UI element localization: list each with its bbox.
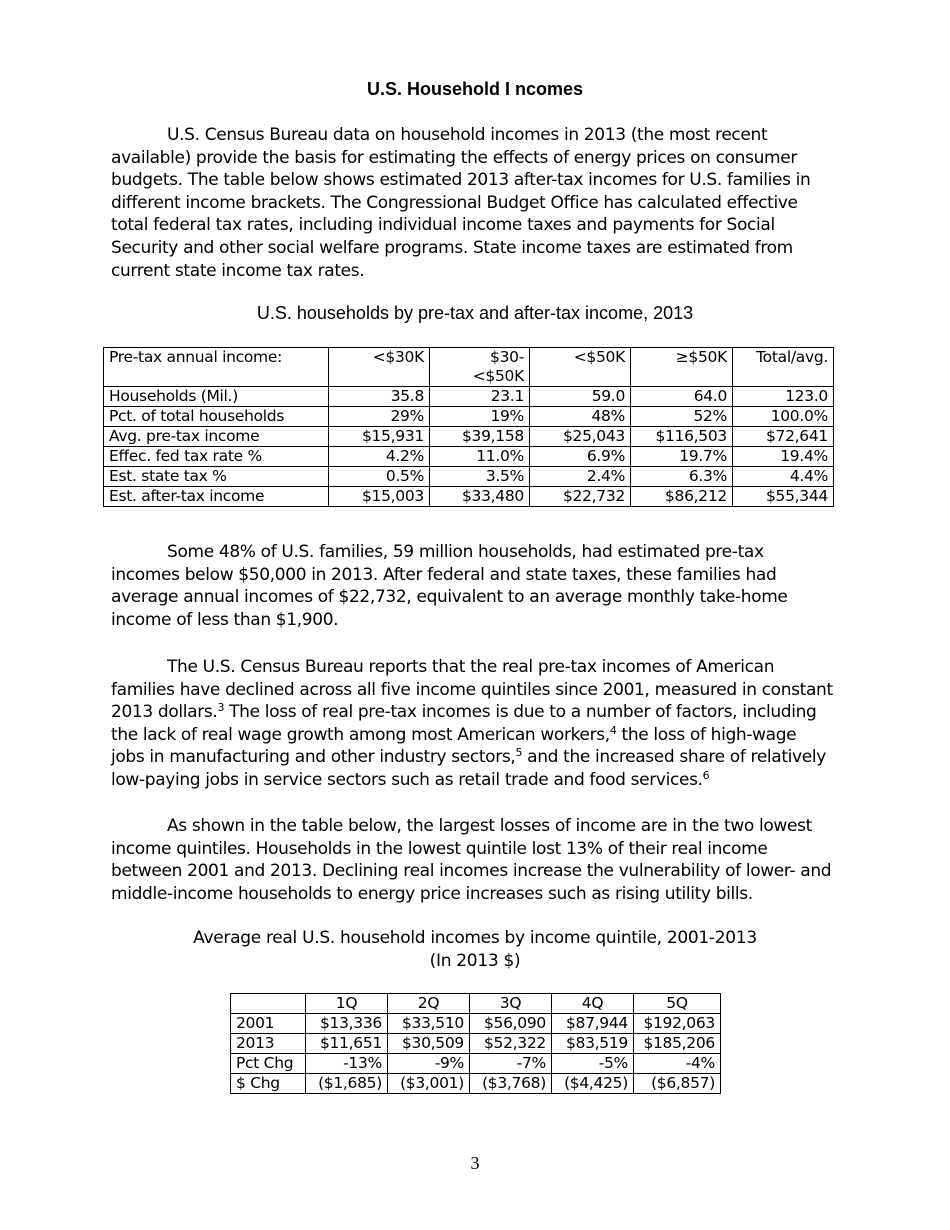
header-cell: Pre-tax annual income: — [104, 348, 329, 387]
table-cell: $192,063 — [634, 1014, 721, 1034]
table-cell: $56,090 — [470, 1014, 552, 1034]
paragraph-census — [111, 656, 846, 792]
table-row — [104, 387, 834, 407]
row-label: Effec. fed tax rate % — [104, 447, 329, 467]
text-run: and the increased share of relatively — [522, 747, 826, 768]
table-cell: 35.8 — [329, 387, 430, 407]
table-row — [104, 427, 834, 447]
table-cell: 29% — [329, 407, 430, 427]
row-label: Est. state tax % — [104, 467, 329, 487]
table-cell: ($3,001) — [388, 1074, 470, 1094]
paragraph-line: budgets. The table below shows estimated 2013 after-tax incomes for U.S. families in — [111, 170, 811, 191]
paragraph-line: As shown in the table below, the largest losses of income are in the two lowest — [167, 816, 812, 836]
table-row — [231, 1034, 721, 1054]
header-cell — [231, 994, 306, 1014]
table-header-row — [231, 994, 721, 1014]
table-cell: $30,509 — [388, 1034, 470, 1054]
paragraph-households — [111, 541, 846, 631]
caption-line: (In 2013 $) — [429, 951, 521, 971]
row-label: Est. after-tax income — [104, 487, 329, 507]
text-run: jobs in manufacturing and other industry sectors, — [111, 747, 516, 768]
table-cell: 6.9% — [530, 447, 631, 467]
page-number: 3 — [470, 1153, 480, 1173]
header-cell: $30- <$50K — [430, 348, 530, 387]
table-cell: $55,344 — [733, 487, 834, 507]
table-cell: ($1,685) — [306, 1074, 388, 1094]
text-run: 2013 dollars. — [111, 702, 218, 723]
paragraph-line: total federal tax rates, including individual income taxes and payments for Social — [111, 215, 775, 236]
paragraph-quintiles — [111, 815, 846, 905]
table-cell: 4.2% — [329, 447, 430, 467]
table-cell: 2.4% — [530, 467, 631, 487]
paragraph-line: average annual incomes of $22,732, equivalent to an average monthly take-home — [111, 587, 788, 608]
table-cell: -7% — [470, 1054, 552, 1074]
table-cell: 48% — [530, 407, 631, 427]
table-cell: ($3,768) — [470, 1074, 552, 1094]
paragraph-line: Some 48% of U.S. families, 59 million households, had estimated pre-tax — [167, 542, 764, 562]
footnote-ref: 3 — [217, 701, 225, 715]
table-row — [231, 1014, 721, 1034]
table-cell: 64.0 — [631, 387, 733, 407]
table-cell: ($6,857) — [634, 1074, 721, 1094]
table-cell: 123.0 — [733, 387, 834, 407]
income-table — [103, 347, 834, 507]
header-cell: <$30K — [329, 348, 430, 387]
paragraph-line: families have declined across all five income quintiles since 2001, measured in constant — [111, 679, 833, 700]
header-cell: Total/avg. — [733, 348, 834, 387]
table-cell: 11.0% — [430, 447, 530, 467]
footnote-ref: 4 — [609, 723, 617, 737]
paragraph-line — [111, 701, 846, 724]
header-cell: 1Q — [306, 994, 388, 1014]
table-header-row — [104, 348, 834, 387]
table-cell: 100.0% — [733, 407, 834, 427]
table-cell: -4% — [634, 1054, 721, 1074]
table-cell: $116,503 — [631, 427, 733, 447]
table-cell: 3.5% — [430, 467, 530, 487]
table-cell: 19.7% — [631, 447, 733, 467]
table-cell: $15,003 — [329, 487, 430, 507]
table-cell: 52% — [631, 407, 733, 427]
table-cell: 19.4% — [733, 447, 834, 467]
table-cell: $83,519 — [552, 1034, 634, 1054]
table-cell: 23.1 — [430, 387, 530, 407]
table-row — [104, 467, 834, 487]
row-label: Avg. pre-tax income — [104, 427, 329, 447]
table-row — [231, 1074, 721, 1094]
table-cell: -9% — [388, 1054, 470, 1074]
text-run: The loss of real pre-tax incomes is due to a number of factors, including — [224, 702, 817, 723]
row-label: 2001 — [231, 1014, 306, 1034]
header-cell: 3Q — [470, 994, 552, 1014]
table-cell: $72,641 — [733, 427, 834, 447]
paragraph-line: available) provide the basis for estimating the effects of energy prices on consumer — [111, 147, 797, 168]
table-cell: $13,336 — [306, 1014, 388, 1034]
text-run: low-paying jobs in service sectors such as retail trade and food services. — [111, 769, 703, 790]
paragraph-line: current state income tax rates. — [111, 260, 365, 281]
table-cell: $33,510 — [388, 1014, 470, 1034]
table-cell: $87,944 — [552, 1014, 634, 1034]
text-run: the loss of high-wage — [616, 724, 797, 745]
paragraph-line: middle-income households to energy price increases such as rising utility bills. — [111, 883, 753, 904]
paragraph-line: different income brackets. The Congressional Budget Office has calculated effective — [111, 192, 798, 213]
table-cell: 6.3% — [631, 467, 733, 487]
header-cell: ≥$50K — [631, 348, 733, 387]
table-cell: $22,732 — [530, 487, 631, 507]
table-cell: $86,212 — [631, 487, 733, 507]
row-label: Pct Chg — [231, 1054, 306, 1074]
paragraph-line: U.S. Census Bureau data on household incomes in 2013 (the most recent — [167, 125, 768, 145]
section-title: U.S. Household I ncomes — [366, 79, 584, 99]
row-label: 2013 — [231, 1034, 306, 1054]
paragraph-line: incomes below $50,000 in 2013. After federal and state taxes, these families had — [111, 564, 777, 585]
row-label: $ Chg — [231, 1074, 306, 1094]
table-row — [231, 1054, 721, 1074]
table-cell: $33,480 — [430, 487, 530, 507]
paragraph-line: Security and other social welfare programs. State income taxes are estimated from — [111, 237, 793, 258]
paragraph-line: income of less than $1,900. — [111, 609, 339, 630]
table-cell: $11,651 — [306, 1034, 388, 1054]
footnote-ref: 5 — [515, 746, 523, 760]
table-cell: -13% — [306, 1054, 388, 1074]
header-cell: 5Q — [634, 994, 721, 1014]
footnote-ref: 6 — [702, 768, 710, 782]
table-cell: 0.5% — [329, 467, 430, 487]
table-row — [104, 487, 834, 507]
table-cell: 4.4% — [733, 467, 834, 487]
paragraph-line — [111, 769, 846, 792]
table-cell: $25,043 — [530, 427, 631, 447]
table-row — [104, 447, 834, 467]
table-cell: 59.0 — [530, 387, 631, 407]
table-cell: 19% — [430, 407, 530, 427]
table1-caption: U.S. households by pre-tax and after-tax income, 2013 — [256, 303, 694, 323]
caption-line: Average real U.S. household incomes by income quintile, 2001-2013 — [193, 928, 757, 948]
quintile-table — [230, 993, 721, 1094]
table-cell: ($4,425) — [552, 1074, 634, 1094]
table-cell: $15,931 — [329, 427, 430, 447]
paragraph-line: between 2001 and 2013. Declining real incomes increase the vulnerability of lower- and — [111, 861, 832, 882]
paragraph-line: The U.S. Census Bureau reports that the real pre-tax incomes of American — [167, 657, 775, 677]
table2-caption — [0, 927, 950, 973]
row-label: Households (Mil.) — [104, 387, 329, 407]
paragraph-line: income quintiles. Households in the lowest quintile lost 13% of their real income — [111, 838, 768, 859]
table-cell: -5% — [552, 1054, 634, 1074]
header-cell: <$50K — [530, 348, 631, 387]
table-cell: $185,206 — [634, 1034, 721, 1054]
header-cell: 2Q — [388, 994, 470, 1014]
paragraph-line — [111, 724, 846, 747]
intro-paragraph — [111, 124, 846, 282]
table-row — [104, 407, 834, 427]
row-label: Pct. of total households — [104, 407, 329, 427]
text-run: the lack of real wage growth among most American workers, — [111, 724, 610, 745]
paragraph-line — [111, 746, 846, 769]
header-cell: 4Q — [552, 994, 634, 1014]
table-cell: $39,158 — [430, 427, 530, 447]
table-cell: $52,322 — [470, 1034, 552, 1054]
